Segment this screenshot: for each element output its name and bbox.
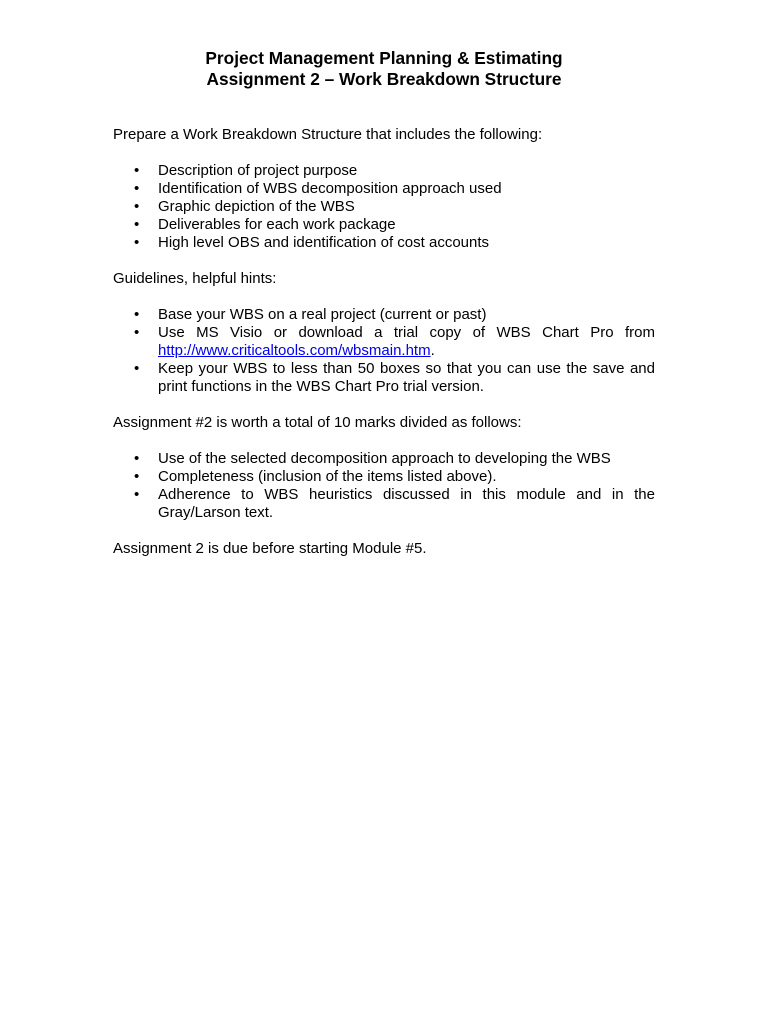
requirements-list: [113, 162, 655, 252]
list-item: [113, 450, 655, 468]
title-line-1: Project Management Planning & Estimating: [205, 48, 563, 68]
link-suffix: .: [430, 342, 435, 359]
list-item-text: Use of the selected decomposition approach to developing the WBS: [158, 450, 611, 467]
guidelines-list: [113, 306, 655, 396]
list-item-text: Identification of WBS decomposition approach used: [158, 180, 502, 197]
due-date-paragraph: Assignment 2 is due before starting Module #5.: [113, 540, 427, 557]
wbs-chart-pro-link[interactable]: http://www.criticaltools.com/wbsmain.htm: [158, 342, 431, 359]
list-item-text: Use MS Visio or download a trial copy of WBS Chart Pro from: [158, 324, 655, 341]
title-line-2: Assignment 2 – Work Breakdown Structure: [206, 68, 562, 89]
list-item: [113, 234, 655, 252]
bullet-icon: •: [134, 180, 140, 197]
list-item-text: Base your WBS on a real project (current or past): [158, 306, 487, 323]
bullet-icon: •: [134, 234, 140, 251]
document-title: [113, 0, 655, 89]
list-item-text: High level OBS and identification of cost accounts: [158, 234, 490, 251]
bullet-icon: •: [134, 360, 140, 377]
bullet-icon: •: [134, 324, 140, 341]
bullet-icon: •: [134, 468, 140, 485]
list-item-text: Keep your WBS to less than 50 boxes so that you can use the save and print functions in the WBS Chart Pro trial version.: [158, 360, 655, 395]
bullet-icon: •: [134, 216, 140, 233]
list-item: [113, 198, 655, 216]
bullet-icon: •: [134, 198, 140, 215]
list-item-text: Graphic depiction of the WBS: [158, 198, 355, 215]
list-item: [113, 180, 655, 198]
bullet-icon: •: [134, 162, 140, 179]
bullet-icon: •: [134, 450, 140, 467]
list-item-text: Deliverables for each work package: [158, 216, 396, 233]
list-item-text: Adherence to WBS heuristics discussed in this module and in the Gray/Larson text.: [158, 486, 655, 521]
list-item: [113, 162, 655, 180]
bullet-icon: •: [134, 486, 140, 503]
list-item-text: Description of project purpose: [158, 162, 358, 179]
intro-paragraph: Prepare a Work Breakdown Structure that includes the following:: [113, 126, 543, 143]
guidelines-heading: Guidelines, helpful hints:: [113, 270, 277, 287]
list-item: [113, 486, 655, 522]
list-item: [113, 306, 655, 324]
marks-heading: Assignment #2 is worth a total of 10 marks divided as follows:: [113, 414, 522, 431]
list-item: [113, 324, 655, 360]
bullet-icon: •: [134, 306, 140, 323]
marks-list: [113, 450, 655, 522]
list-item: [113, 468, 655, 486]
list-item: [113, 216, 655, 234]
list-item: [113, 360, 655, 396]
list-item-text: Completeness (inclusion of the items listed above).: [158, 468, 497, 485]
